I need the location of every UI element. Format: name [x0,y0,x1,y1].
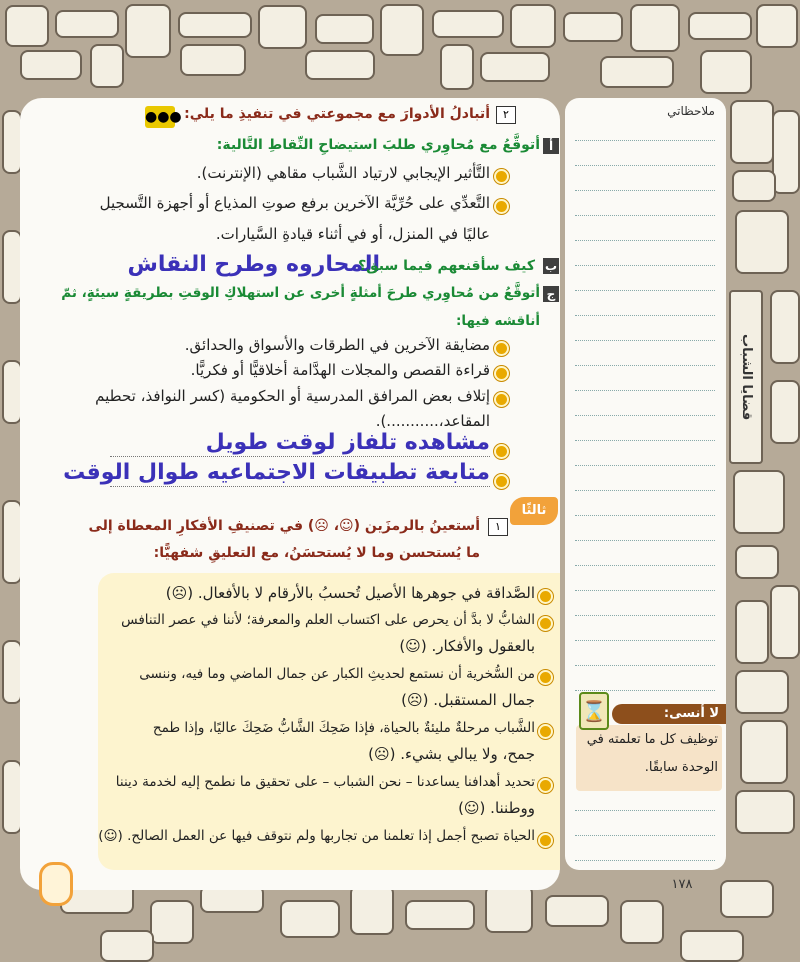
stone [55,10,119,38]
partA-item-2: التَّعدِّي على حُرِّيَّة الآخرين برفع صوتِ المذياع أو أجهزة التَّسجيل [99,194,490,212]
stone [150,900,194,944]
stone [740,720,788,784]
stone [680,930,744,962]
stone [545,895,609,927]
idea-6: الحياة تصبح أجمل إذا تعلمنا من تجاربها ولم نتوقف فيها عن العمل الصالح. (☺) [98,828,535,844]
unit-side-tab [729,290,763,464]
stone [90,44,124,88]
notes-line [575,835,715,836]
section2-title: أتبادلُ الأدوارَ مع مجموعتي في تنفيذِ ما يلي: [184,106,490,122]
stone [600,56,674,88]
remember-title: لا أنسى: [663,706,719,721]
stone [733,470,785,534]
notes-line [575,540,715,541]
notes-line [575,490,715,491]
stone [20,50,82,80]
idea-2-line-2: بالعقول والأفكار. (☺) [399,637,535,655]
stone [770,290,800,364]
remember-line-2: الوحدة سابقًا. [644,760,718,775]
bullet [538,589,553,604]
idea-4-line-1: الشَّباب مرحلةٌ مليئةٌ بالحياة، فإذا ضَحِكَ الشَّابُّ ضَحِكَ عاليًا، وإذا طمح [152,720,535,736]
idea-3-line-1: من السُّخرية أن نستمع لحديثِ الكبار عن جمال الماضي وما فيه، وننسى [139,666,535,682]
stone [563,12,623,42]
stone [2,760,22,834]
stone [180,44,246,76]
stone [380,4,424,56]
bullet [538,833,553,848]
notes-line [575,165,715,166]
notes-line [575,215,715,216]
notes-line [575,365,715,366]
thalithan-number: ١ [488,518,508,536]
partC-item-2: قراءة القصص والمجلات الهدَّامة أخلاقيًّا أو فكريًّا. [190,361,490,379]
notes-line [575,190,715,191]
bullet [538,670,553,685]
stone [510,4,556,48]
partC-answer-2: متابعة تطبيقات الاجتماعيه طوال الوقت [63,460,490,485]
stone [630,4,680,52]
stone [305,50,375,80]
answer-line [110,456,490,457]
stone [258,5,307,49]
partA-title: أتوقَّعُ مع مُحاوِري طلبَ استيضاحِ النِّقاطِ التَّالية: [216,137,540,153]
stone [735,790,795,834]
stone [770,585,800,659]
stone [772,110,800,194]
bullet [538,616,553,631]
partA-label: أ [543,138,559,154]
partC-item-3: إتلاف بعض المرافق المدرسية أو الحكومية (كسر النوافذ، تحطيم [95,387,490,405]
stone [735,600,769,664]
notes-line [575,565,715,566]
stone [432,10,504,38]
notes-line [575,390,715,391]
stone [2,360,22,424]
notes-line [575,665,715,666]
thalithan-badge: ثالثًا [510,497,558,525]
partC-item-3b: المقاعد،...........). [375,412,490,430]
notes-line [575,340,715,341]
notes-line [575,590,715,591]
stone [720,880,774,918]
remember-line-1: توظيف كل ما تعلمته في [586,732,718,747]
section2-number: ٢ [496,106,516,124]
partC-title-2: أناقشه فيها: [456,313,540,329]
partB-label: ب [544,259,558,273]
bullet [494,366,509,381]
answer-line [110,486,490,487]
notes-line [575,515,715,516]
notes-line [575,640,715,641]
notes-line [575,265,715,266]
stone [730,100,774,164]
group-icon: ●●● [145,106,175,128]
stone [480,52,550,82]
partA-item-1: التَّأثير الإيجابي لارتياد الشَّباب مقاهي (الإنترنت). [196,164,490,182]
thalithan-title-2: ما يُستحسن وما لا يُستحسَنُ، مع التعليقِ شفهيًّا: [153,545,480,561]
notes-line [575,290,715,291]
bullet [494,392,509,407]
notes-line [575,140,715,141]
stone [315,14,374,44]
notes-line [575,315,715,316]
stone [735,210,789,274]
idea-5-line-2: ووطننا. (☺) [458,799,535,817]
partC-label: ج [543,286,559,302]
unit-title: قضايا الشباب [739,333,754,421]
page-number: ١٧٨ [671,877,693,892]
partC-item-1: مضايقة الآخرين في الطرقات والأسواق والحدائق. [184,336,490,354]
publisher-logo-icon [39,862,73,906]
stone [732,170,776,202]
idea-1: الصَّداقة في جوهرها الأصيل تُحسبُ بالأرقام لا بالأفعال. (☹) [165,584,535,602]
stone [688,12,752,40]
idea-4-line-2: جمح، ولا يبالي بشيء. (☹) [368,745,535,763]
bullet [494,341,509,356]
bullet [494,474,509,489]
partC-answer-1: مشاهده تلفاز لوقت طويل [205,430,490,455]
partB-question: كيف سأقنعهم فيما سبق؟ [358,258,535,274]
partA-item-2b: عاليًا في المنزل، أو في أثناء قيادةِ السَّيارات. [215,225,490,243]
idea-2-line-1: الشابُّ لا بدَّ أن يحرص على اكتساب العلم والمعرفة؛ لأننا في عصر التنافس [121,612,535,628]
stone [2,500,22,584]
notes-line [575,440,715,441]
notes-line [575,810,715,811]
bullet [494,199,509,214]
idea-5-line-1: تحديد أهدافنا يساعدنا – نحن الشباب – على تحقيق ما نطمح إليه لخدمة ديننا [115,774,535,790]
notes-title: ملاحظاتي [667,104,715,118]
stone [735,545,779,579]
stone [350,885,394,935]
notes-line [575,415,715,416]
stone [100,930,154,962]
thalithan-title-1: أستعينُ بالرمزَين (☺، ☹) في تصنيفِ الأفكارِ المعطاة إلى [88,518,480,534]
stone [125,4,171,58]
notes-line [575,240,715,241]
partC-title-1: أتوقَّعُ من مُحاوِري طرحَ أمثلةٍ أخرى عن استهلاكِ الوقتِ بطريقةٍ سيئةٍ، ثمّ [61,285,540,301]
bullet [538,778,553,793]
stone [620,900,664,944]
stone [440,44,474,90]
stone [485,885,533,933]
bullet [494,444,509,459]
bullet [494,169,509,184]
notes-line [575,860,715,861]
stone [2,230,22,304]
stone [700,50,752,94]
stone [2,110,22,174]
stone [735,670,789,714]
stone [405,900,475,930]
stone [2,640,22,704]
notes-line [575,690,715,691]
partB-answer: المحاروه وطرح النقاش [127,252,380,277]
hourglass-icon: ⌛ [579,692,609,730]
stone [756,4,798,48]
stone [5,5,49,47]
bullet [538,724,553,739]
stone [178,12,252,38]
notes-line [575,615,715,616]
stone [770,380,800,444]
notes-line [575,465,715,466]
idea-3-line-2: جمال المستقبل. (☹) [401,691,535,709]
stone [280,900,340,938]
